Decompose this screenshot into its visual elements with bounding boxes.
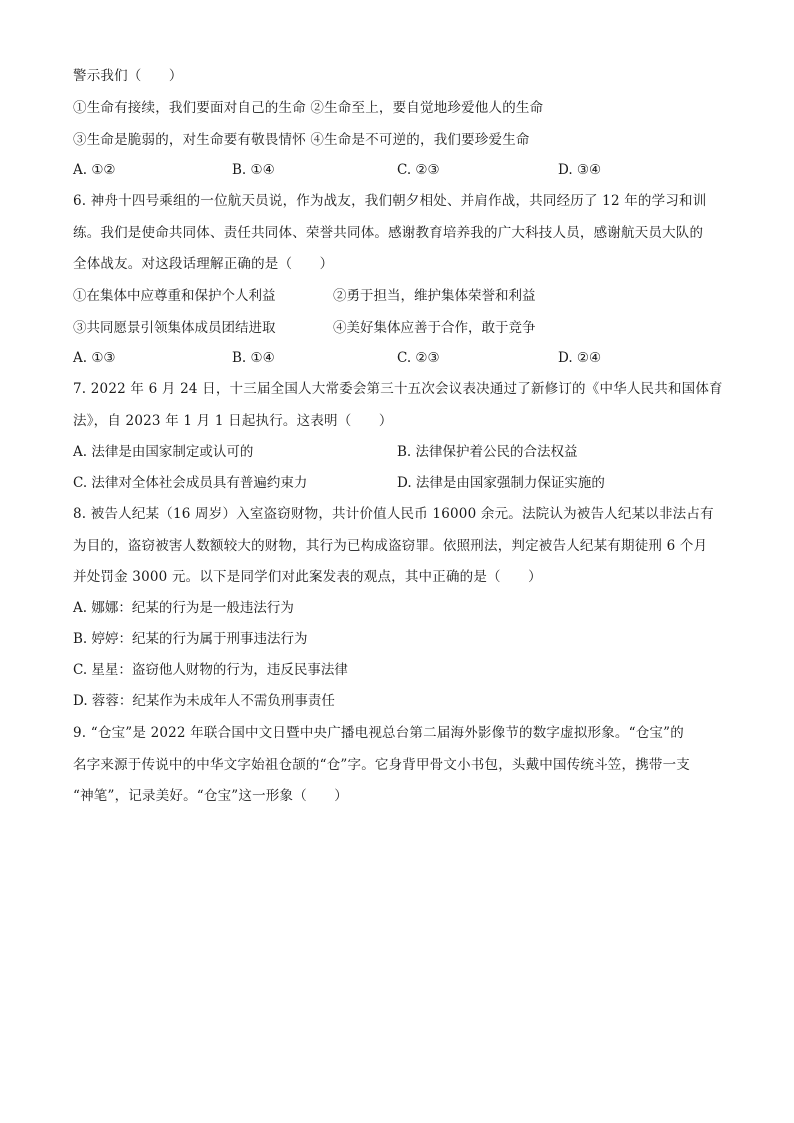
q6-stem-line-2: 练。我们是使命共同体、责任共同体、荣誉共同体。感谢教育培养我的广大科技人员，感谢航天员大队的 <box>73 225 704 241</box>
q6-stem-line-3: 全体战友。对这段话理解正确的是（ ） <box>73 256 334 272</box>
q7-stem-line-1: 7. 2022 年 6 月 24 日，十三届全国人大常委会第三十五次会议表决通过了新修订的《中华人民共和国体育 <box>73 381 723 397</box>
q7-option-a: A. 法律是由国家制定或认可的 <box>73 444 254 460</box>
q8-option-d: D. 蓉蓉：纪某作为未成年人不需负刑事责任 <box>73 693 335 709</box>
q8-option-c: C. 星星：盗窃他人财物的行为，违反民事法律 <box>73 662 348 678</box>
q6-statement-2: ②勇于担当，维护集体荣誉和利益 <box>333 288 536 304</box>
q6-statement-1: ①在集体中应尊重和保护个人利益 <box>73 288 276 304</box>
q7-option-c: C. 法律对全体社会成员具有普遍约束力 <box>73 475 308 491</box>
q6-option-b: B. ①④ <box>232 350 275 366</box>
q8-stem-line-2: 为目的，盗窃被害人数额较大的财物，其行为已构成盗窃罪。依照刑法，判定被告人纪某有期徒刑 6 个月 <box>73 538 708 554</box>
q6-stem-line-1: 6. 神舟十四号乘组的一位航天员说，作为战友，我们朝夕相处、并肩作战，共同经历了 12 年的学习和训 <box>73 193 707 209</box>
q5-option-d: D. ③④ <box>558 162 602 178</box>
q5-option-a: A. ①② <box>73 162 116 178</box>
q5-option-b: B. ①④ <box>232 162 275 178</box>
q5-statements-3-4: ③生命是脆弱的，对生命要有敬畏情怀 ④生命是不可逆的，我们要珍爱生命 <box>73 132 530 148</box>
q6-option-c: C. ②③ <box>397 350 440 366</box>
q7-option-b: B. 法律保护着公民的合法权益 <box>397 444 578 460</box>
q8-option-a: A. 娜娜：纪某的行为是一般违法行为 <box>73 600 294 616</box>
q7-stem-line-2: 法》，自 2023 年 1 月 1 日起执行。这表明（ ） <box>73 413 393 429</box>
q8-stem-line-1: 8. 被告人纪某（16 周岁）入室盗窃财物，共计价值人民币 16000 余元。法院认为被告人纪某以非法占有 <box>73 506 714 522</box>
q8-option-b: B. 婷婷：纪某的行为属于刑事违法行为 <box>73 631 308 647</box>
q6-option-a: A. ①③ <box>73 350 116 366</box>
q9-stem-line-1: 9. “仓宝”是 2022 年联合国中文日暨中央广播电视总台第二届海外影像节的数字虚拟形象。“仓宝”的 <box>73 725 684 741</box>
q9-stem-line-2: 名字来源于传说中的中华文字始祖仓颉的“仓”字。它身背甲骨文小书包，头戴中国传统斗笠，携带一支 <box>73 757 691 773</box>
q7-option-d: D. 法律是由国家强制力保证实施的 <box>397 475 605 491</box>
q8-stem-line-3: 并处罚金 3000 元。以下是同学们对此案发表的观点，其中正确的是（ ） <box>73 569 542 585</box>
q6-option-d: D. ②④ <box>558 350 602 366</box>
q9-stem-line-3: “神笔”，记录美好。“仓宝”这一形象（ ） <box>73 788 349 804</box>
q5-statements-1-2: ①生命有接续，我们要面对自己的生命 ②生命至上，要自觉地珍爱他人的生命 <box>73 100 544 116</box>
q6-statement-4: ④美好集体应善于合作，敢于竞争 <box>333 320 536 336</box>
q5-stem-tail: 警示我们（ ） <box>73 68 183 84</box>
q6-statement-3: ③共同愿景引领集体成员团结进取 <box>73 320 276 336</box>
q5-option-c: C. ②③ <box>397 162 440 178</box>
